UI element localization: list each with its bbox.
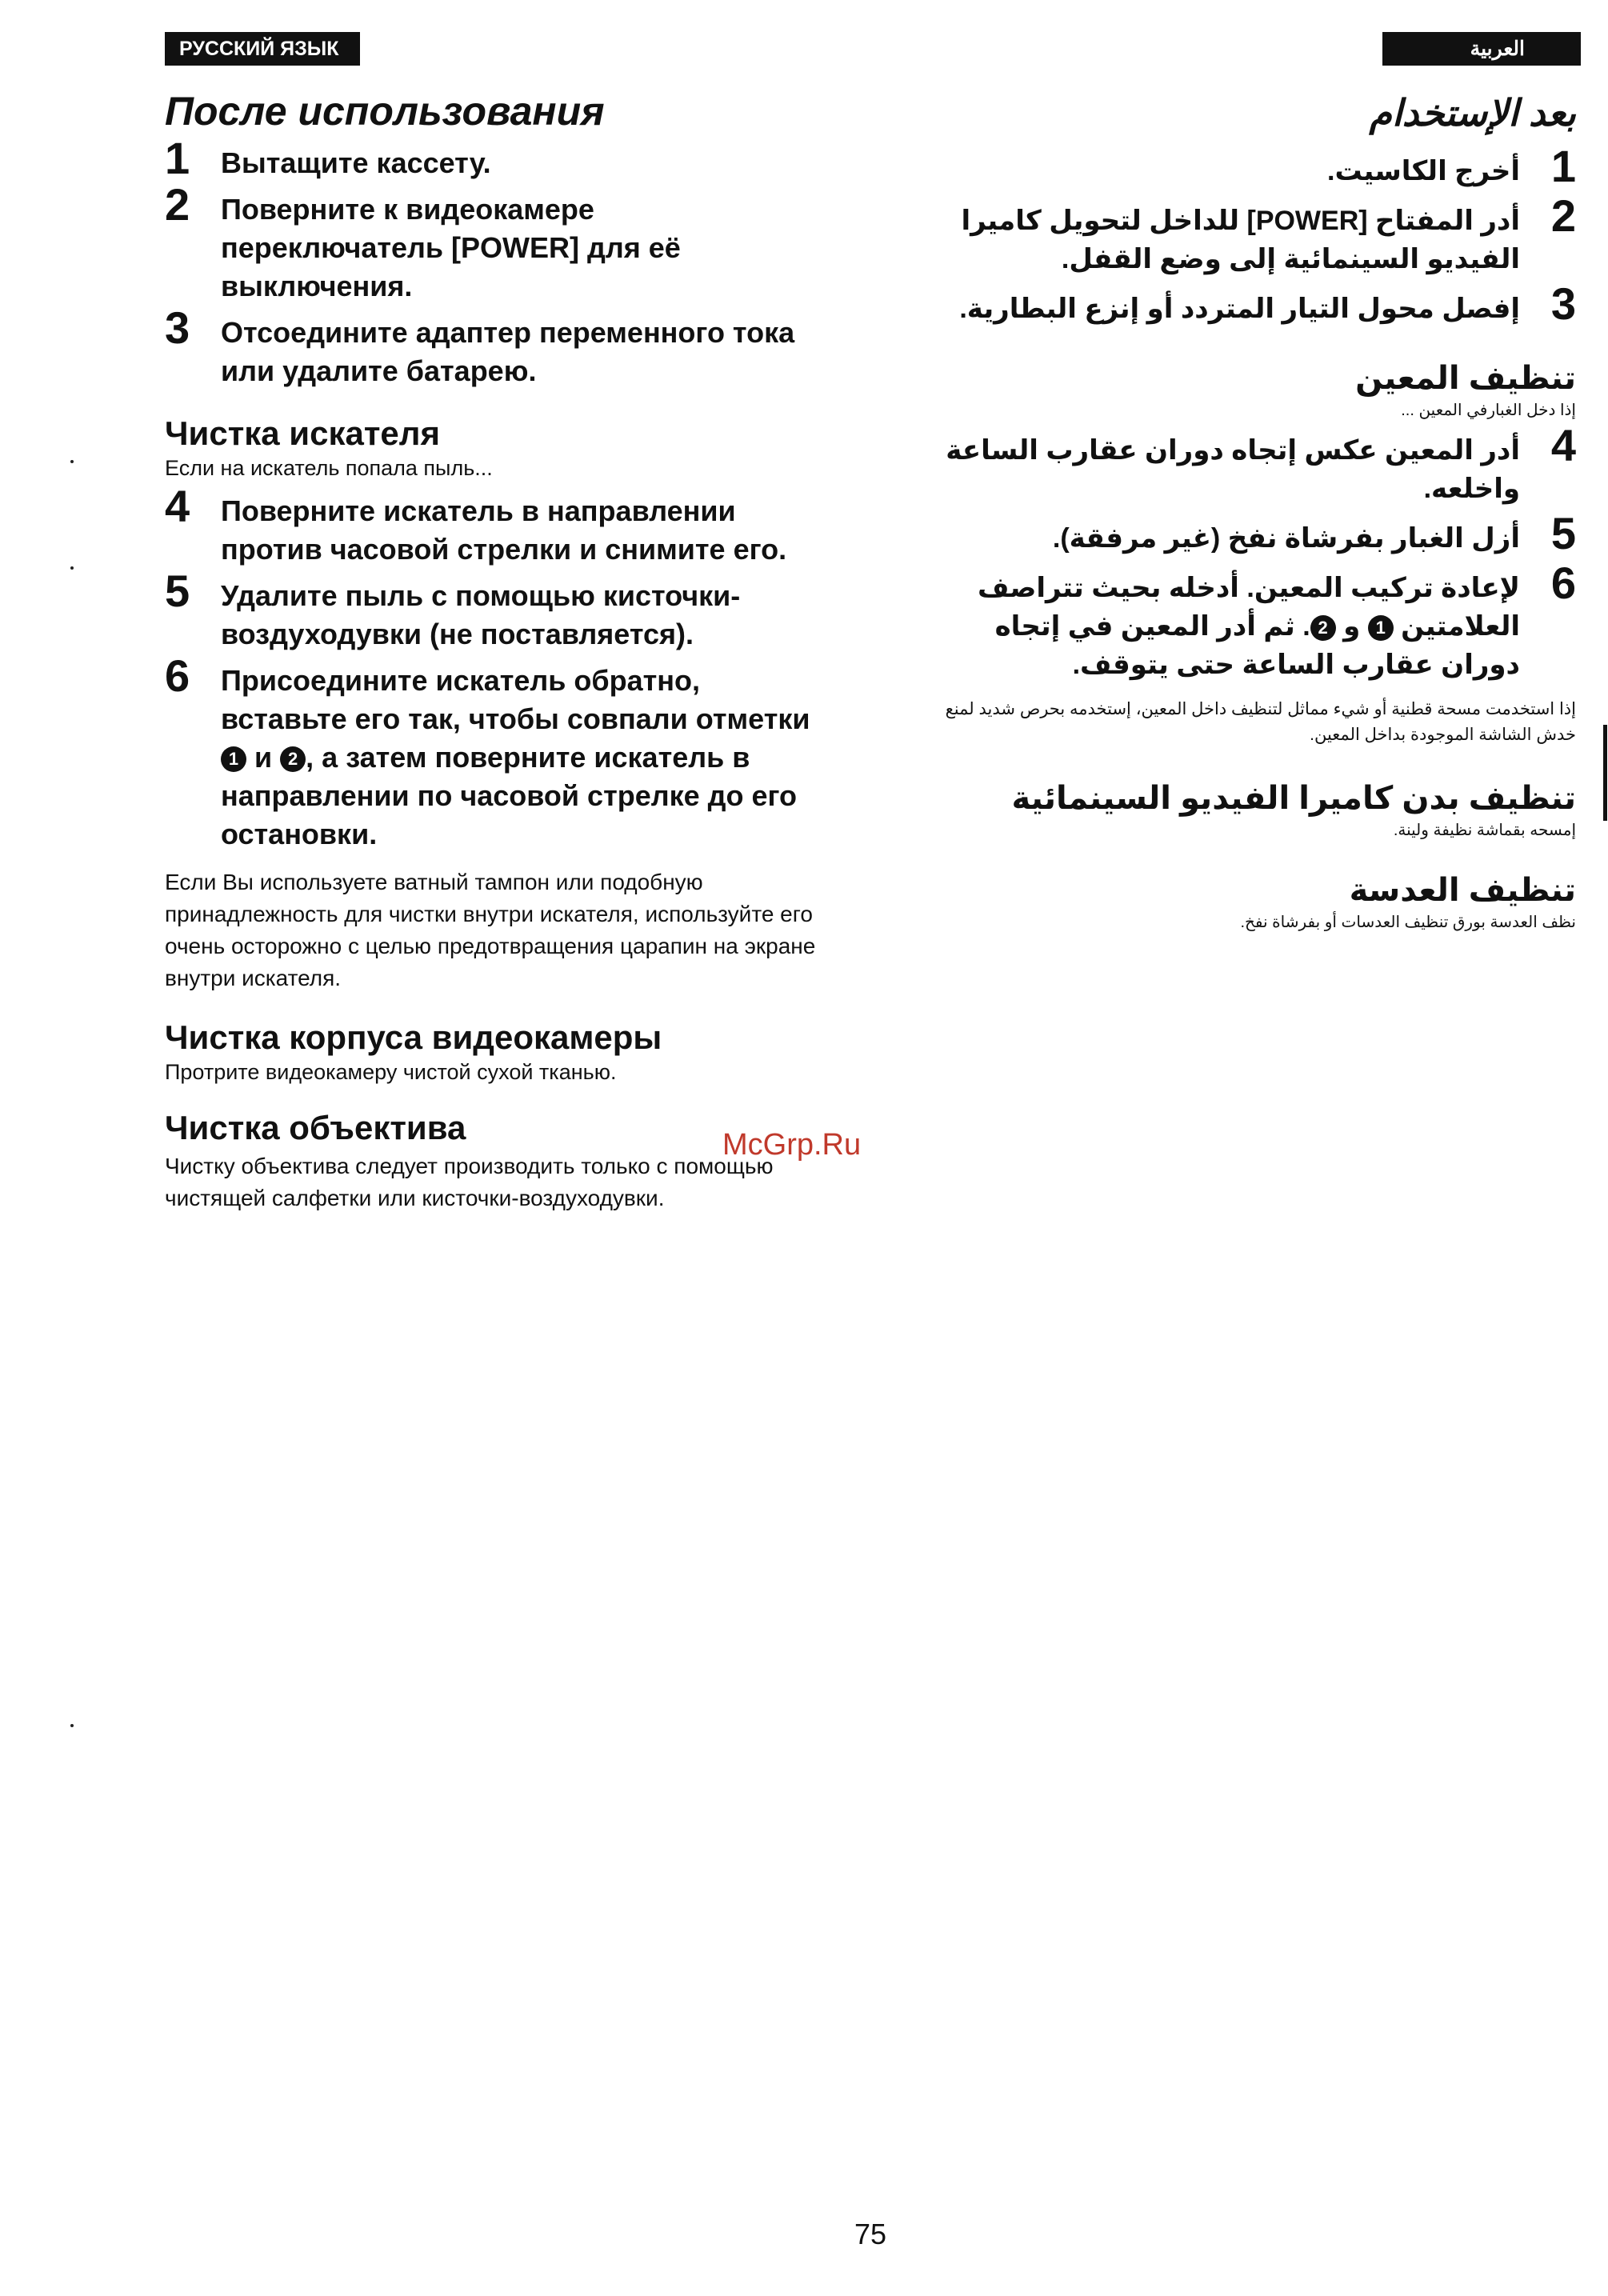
step-text: Поверните к видеокамере переключатель [POWER] для её выключения. [221,193,681,302]
step-number: 1 [1550,141,1576,191]
step-number: 2 [1550,190,1576,241]
step-number: 6 [165,650,190,701]
section-title-body-arabic: تنظيف بدن كاميرا الفيديو السينمائية [1011,781,1576,816]
section-title-viewfinder-arabic: تنظيف المعين [1355,361,1576,396]
step-text-end: . ثم أدر المعين في إتجاه دوران عقارب الساعة حتى يتوقف. [994,611,1520,680]
conjunction: و [1343,611,1361,642]
step-number: 4 [1550,420,1576,470]
step-6-arabic [920,558,1576,684]
body-text: Протрите видеокамеру чистой сухой тканью. [165,1060,617,1084]
step-text: إفصل محول التيار المتردد أو إنزع البطارية. [959,294,1520,324]
step-2-arabic [920,190,1576,278]
page-number: 75 [854,2218,887,2250]
margin-dot [70,460,74,463]
step-4-arabic [920,420,1576,508]
step-number: 2 [165,179,190,230]
section-intro: Если на искатель попала пыль... [165,456,493,480]
mark-1-icon: 1 [1368,615,1394,641]
page-title: После использования [165,89,605,134]
step-number: 6 [1550,558,1576,608]
mark-1-icon: 1 [221,746,246,772]
step-text: Поверните искатель в направлении против часовой стрелки и снимите его. [221,494,787,566]
step-2 [165,179,821,306]
language-tab-russian: РУССКИЙ ЯЗЫК [165,32,360,66]
step-text-end: , а затем поверните искатель в направлении по часовой стрелке до его остановки. [221,741,797,850]
step-1 [165,133,821,183]
page-title-arabic: بعد الإستخدام [1369,92,1576,134]
section-title-lens: Чистка объектива [165,1109,466,1146]
step-text: أخرج الكاسيت. [1327,156,1520,186]
step-text: Вытащите кассету. [221,146,491,179]
step-1-arabic [920,141,1576,191]
margin-dot [70,566,74,570]
viewfinder-note-arabic: إذا استخدمت مسحة قطنية أو شيء مماثل لتنظيف داخل المعين، إستخدمه بحرص شديد لمنع خدش الشاشة الموجودة بداخل المعين. [945,700,1576,744]
step-number: 5 [1550,508,1576,558]
viewfinder-note: Если Вы используете ватный тампон или подобную принадлежность для чистки внутри искателя, используйте его очень осторожно с целью предотвращения царапин на экране внутри искателя. [165,870,816,990]
conjunction: и [254,741,273,774]
lens-text: Чистку объектива следует производить только с помощью чистящей салфетки или кисточки-воздуходувки. [165,1154,774,1210]
section-intro-arabic: إذا دخل الغبارفي المعين ... [1401,402,1576,419]
section-title-viewfinder: Чистка искателя [165,414,440,452]
step-number: 1 [165,133,190,183]
step-number: 4 [165,481,190,531]
edge-marker [1603,725,1607,821]
mark-2-icon: 2 [1310,615,1336,641]
language-tab-arabic: العربية [1382,32,1581,66]
step-6 [165,650,821,854]
step-text: لإعادة تركيب المعين. أدخله بحيث تتراصف العلامتين [978,573,1520,642]
step-3 [165,302,821,390]
arabic-column [920,80,1576,943]
step-3-arabic [920,278,1576,329]
step-text: أزل الغبار بفرشاة نفخ (غير مرفقة). [1052,523,1520,554]
step-text: Отсоедините адаптер переменного тока или удалите батарею. [221,316,795,387]
step-text: Удалите пыль с помощью кисточки-воздуходувки (не поставляется). [221,579,741,650]
lens-text-arabic: نظف العدسة بورق تنظيف العدسات أو بفرشاة نفخ. [1240,914,1576,931]
body-text-arabic: إمسحه بقماشة نظيفة ولينة. [1393,822,1576,839]
step-text: أدر المعين عكس إتجاه دوران عقارب الساعة واخلعه. [946,435,1520,504]
step-number: 5 [165,566,190,616]
watermark: McGrp.Ru [722,1128,862,1162]
step-number: 3 [165,302,190,353]
russian-column [165,80,821,1234]
margin-dot [70,1724,74,1727]
step-4 [165,481,821,569]
step-text: Присоедините искатель обратно, вставьте его так, чтобы совпали отметки [221,664,810,735]
step-number: 3 [1550,278,1576,329]
step-text: أدر المفتاح [POWER] للداخل لتحويل كاميرا الفيديو السينمائية إلى وضع القفل. [961,206,1520,274]
section-title-body: Чистка корпуса видеокамеры [165,1018,662,1056]
step-5 [165,566,821,654]
mark-2-icon: 2 [280,746,306,772]
section-title-lens-arabic: تنظيف العدسة [1349,873,1576,908]
step-5-arabic [920,508,1576,558]
